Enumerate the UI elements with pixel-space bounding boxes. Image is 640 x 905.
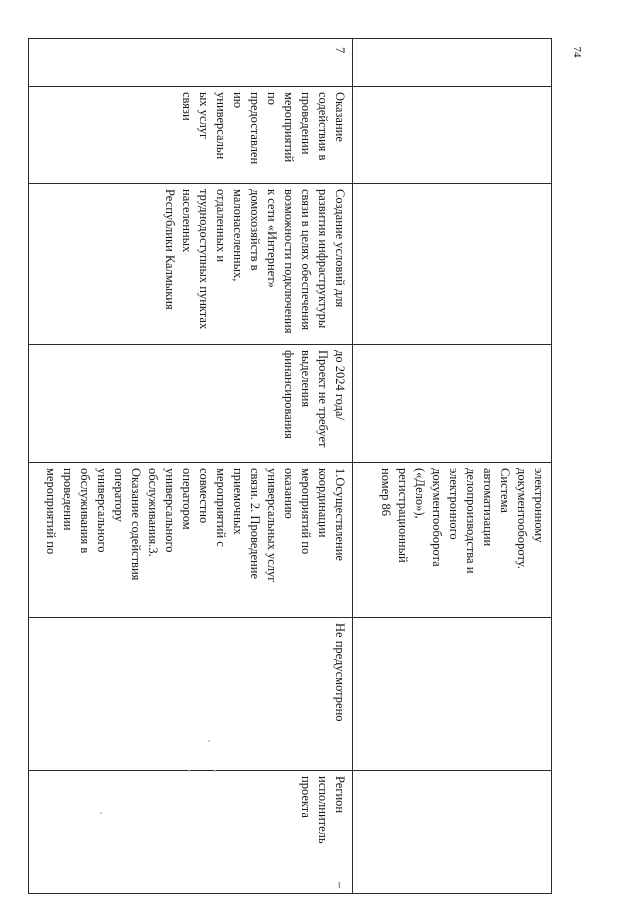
cell-deadline: до 2024 года/ Проект не требует выделения финансирования	[29, 345, 353, 463]
cell-goal	[353, 184, 552, 345]
cell-executor: Регион – исполнитель проекта	[29, 771, 353, 894]
cell-activity	[353, 87, 552, 184]
table-row	[29, 39, 353, 894]
scan-speck	[214, 770, 216, 772]
cell-measures: 1.Осуществление координации мероприятий по оказанию универсальных услуг связи. 2. Проведение приемочных мероприятий с совместно оператором универсального обслуживания.3. Оказание содействия оператору универсального обслуживания в проведении мероприятий по	[29, 463, 353, 618]
page-number: 74	[571, 46, 583, 58]
cell-measures: электронному документообороту. Система автоматизации делопроизводства и электронного документооборота («Дело»), регистрационный номер 86	[353, 463, 552, 618]
cell-goal: Создание условий для развития инфраструктуры связи в целях обеспечения возможности подключения к сети «Интернет» домохозяйств в малонаселенных, отдаленных и труднодоступных пунктах населенных Республики Калмыкия	[29, 184, 353, 345]
cell-deadline	[353, 345, 552, 463]
cell-executor	[353, 771, 552, 894]
cell-provision: Не предусмотрено	[29, 618, 353, 771]
cell-number	[353, 39, 552, 87]
table-row	[353, 39, 552, 894]
scan-speck	[100, 812, 102, 814]
cell-provision	[353, 618, 552, 771]
scan-speck	[208, 740, 210, 742]
cell-activity: Оказание содействия в проведении мероприятий по предоставлен ию универсальн ых услуг связи	[29, 87, 353, 184]
rotated-table-sheet	[44, 38, 552, 893]
cell-number: 7	[29, 39, 353, 87]
scan-speck	[188, 770, 190, 772]
project-table	[28, 38, 552, 894]
